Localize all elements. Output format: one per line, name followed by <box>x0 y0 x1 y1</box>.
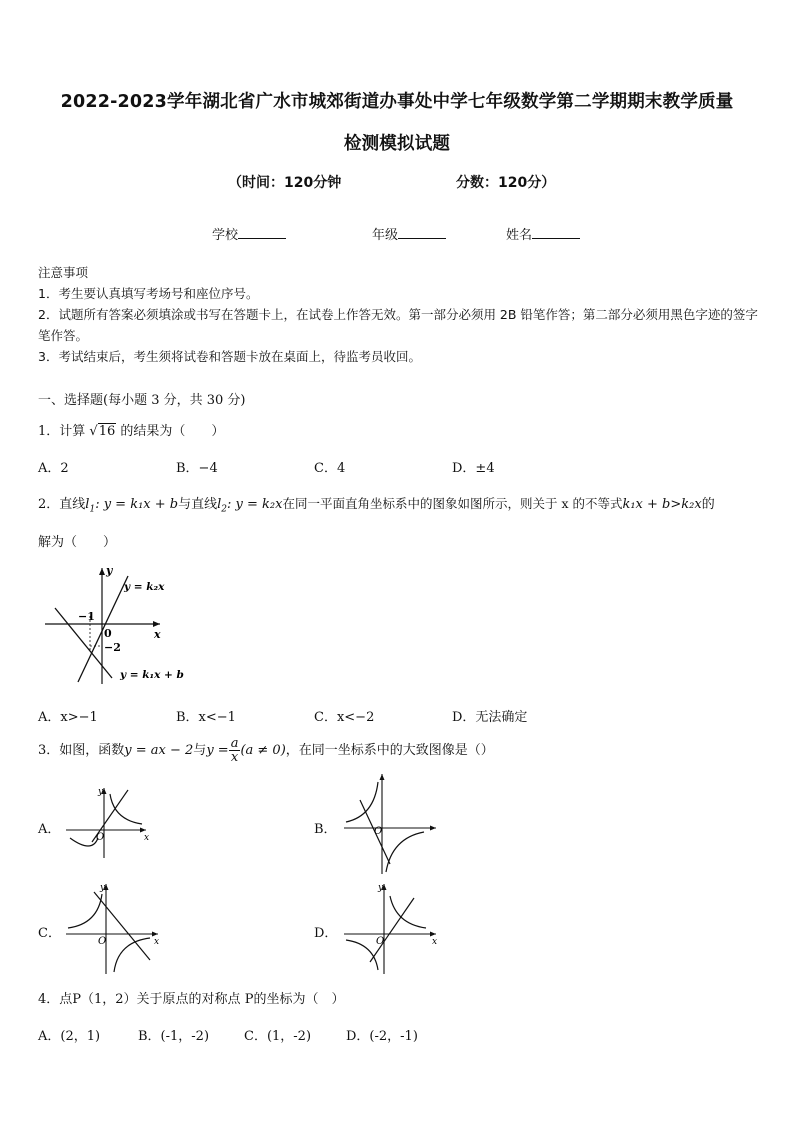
q3-eq1: y = ax − 2 <box>124 743 194 758</box>
q2-label-y: y <box>106 564 113 577</box>
q3-option-d[interactable]: D． <box>314 926 338 941</box>
name-label: 姓名 <box>506 228 533 243</box>
notes-item-3: 3．考试结束后，考生须将试卷和答题卡放在桌面上，待监考员收回。 <box>38 349 421 364</box>
q2-l1 <box>85 497 96 515</box>
q2-graph <box>40 560 200 690</box>
q2-eq1: : y = k₁x + b <box>95 497 179 512</box>
q3-graph-c <box>62 878 172 978</box>
q2-l1-letter: l <box>85 497 90 512</box>
q3-eq2-cond: (a ≠ 0) <box>240 743 286 758</box>
q2-line2: 解为（ ） <box>38 535 117 550</box>
q3-d-y: y <box>378 883 384 893</box>
q2-text-3: 在同一平面直角坐标系中的图象如图所示，则关于 x 的不等式 <box>282 496 623 511</box>
q3-graph-d <box>340 878 450 978</box>
q2-l2 <box>217 497 228 515</box>
q3-c-origin: O <box>98 936 107 947</box>
q2-label-x: x <box>154 628 161 641</box>
q3-frac-den: x <box>230 750 239 765</box>
section-heading: 一、选择题(每小题 3 分，共 30 分) <box>38 393 246 408</box>
q3-graph-a <box>62 782 162 862</box>
q2-option-b[interactable]: B．x<−1 <box>176 710 236 725</box>
school-field[interactable] <box>212 224 286 243</box>
q1-option-c[interactable]: C．4 <box>314 461 346 476</box>
q3-c-x: x <box>154 937 160 947</box>
q2-inequality: k₁x + b>k₂x <box>622 497 702 512</box>
q3-option-a[interactable]: A． <box>38 822 61 837</box>
q1-prefix: 1．计算 <box>38 424 86 439</box>
q2-eq2: : y = k₂x <box>227 497 283 512</box>
q3-d-origin: O <box>376 936 385 947</box>
q2-text-2: 与直线 <box>178 497 218 512</box>
grade-field[interactable] <box>372 224 446 243</box>
q3-a-x: x <box>144 833 150 843</box>
question-1: 1．计算 √16 的结果为（ ） <box>38 424 225 439</box>
notes-item-2: 2．试题所有答案必须填涂或书写在答题卡上，在试卷上作答无效。第一部分必须用 2B 铅笔作答；第二部分必须用黑色字迹的签字笔作答。 <box>38 307 758 343</box>
q2-l1-sub: 1 <box>89 504 96 515</box>
q3-option-c[interactable]: C． <box>38 926 61 941</box>
page-title-line2: 检测模拟试题 <box>343 134 451 154</box>
notes-item-1: 1．考生要认真填写考场号和座位序号。 <box>38 286 259 301</box>
q4-option-c[interactable]: C．(1，-2) <box>244 1029 312 1044</box>
q2-text-4: 的 <box>701 497 715 512</box>
grade-blank[interactable] <box>398 226 446 239</box>
school-label: 学校 <box>212 228 239 243</box>
q3-text-1: 3．如图，函数 <box>38 743 125 758</box>
q4-option-a[interactable]: A．(2，1) <box>38 1029 101 1044</box>
q2-option-a[interactable]: A．x>−1 <box>38 710 98 725</box>
question-2 <box>38 493 762 515</box>
q3-d-x: x <box>432 937 438 947</box>
exam-time: （时间：120分钟 <box>228 175 342 191</box>
q2-option-d[interactable]: D．无法确定 <box>452 710 528 725</box>
q2-x-arrow <box>153 621 160 627</box>
q2-l2-letter: l <box>217 497 222 512</box>
q1-suffix: 的结果为（ ） <box>120 424 225 439</box>
q2-option-c[interactable]: C．x<−2 <box>314 710 375 725</box>
q2-label-l2: y = k₂x <box>124 581 165 593</box>
q3-option-b[interactable]: B． <box>314 822 337 837</box>
q2-label-origin: 0 <box>104 627 112 640</box>
q3-frac-num: a <box>230 736 239 751</box>
q3-graph-b <box>340 770 450 880</box>
q2-y-arrow <box>99 568 105 575</box>
q2-text-1: 2．直线 <box>38 497 86 512</box>
q1-radicand: 16 <box>98 424 116 439</box>
school-blank[interactable] <box>238 226 286 239</box>
q1-option-d[interactable]: D．±4 <box>452 461 495 476</box>
q3-eq2-lhs: y = <box>206 743 229 758</box>
q2-label-minus2: −2 <box>104 641 121 654</box>
q1-option-a[interactable]: A．2 <box>38 461 69 476</box>
q4-option-d[interactable]: D．(-2，-1) <box>346 1029 418 1044</box>
exam-score: 分数：120分） <box>456 175 556 191</box>
q3-fraction <box>229 737 241 764</box>
q2-l2-sub: 2 <box>221 504 228 515</box>
grade-label: 年级 <box>372 228 399 243</box>
q3-b-origin: O <box>374 826 383 837</box>
q3-text-2: 与 <box>193 743 207 758</box>
question-3 <box>38 737 494 764</box>
q3-c-y: y <box>100 883 106 893</box>
q2-label-l1: y = k₁x + b <box>120 669 184 681</box>
notes-heading: 注意事项 <box>38 265 89 280</box>
page-title-line1: 2022-2023学年湖北省广水市城郊街道办事处中学七年级数学第二学期期末教学质量 <box>60 92 734 112</box>
name-field[interactable] <box>506 224 580 243</box>
name-blank[interactable] <box>532 226 580 239</box>
q3-a-origin: O <box>96 832 105 843</box>
question-4: 4．点P（1，2）关于原点的对称点 P的坐标为（ ） <box>38 992 345 1007</box>
q3-text-3: ，在同一坐标系中的大致图像是（） <box>285 743 494 758</box>
q3-a-y: y <box>98 787 104 797</box>
q2-label-minus1: −1 <box>78 610 95 623</box>
q4-option-b[interactable]: B．(-1，-2) <box>138 1029 210 1044</box>
q1-option-b[interactable]: B．−4 <box>176 461 218 476</box>
notes-block <box>38 262 760 367</box>
